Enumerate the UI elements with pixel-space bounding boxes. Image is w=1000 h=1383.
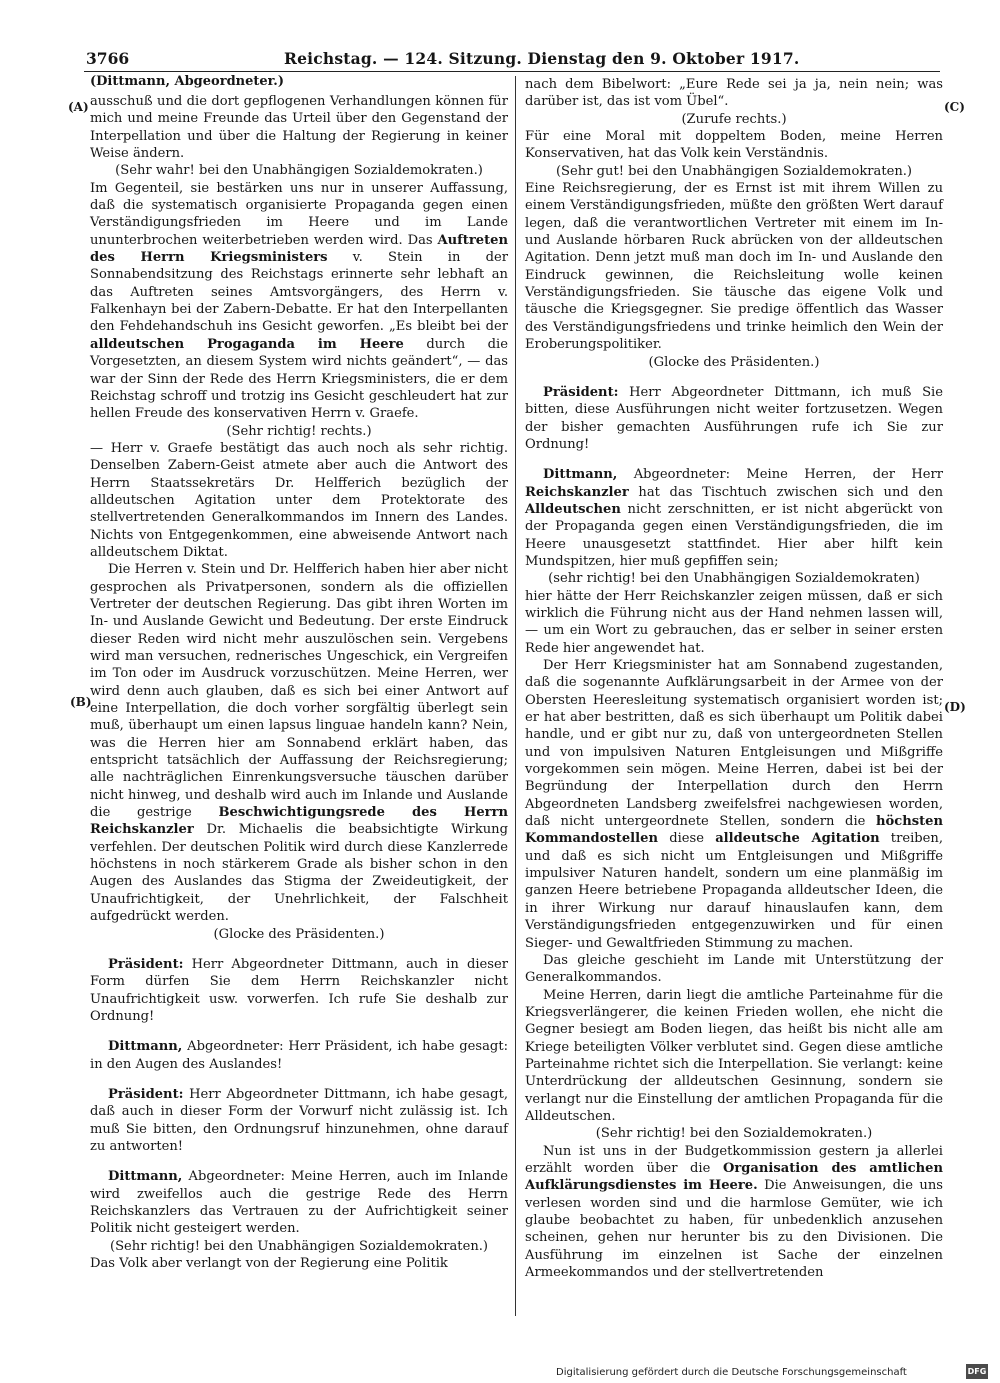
- speech-president: [525, 384, 943, 453]
- emphasis-text: Alldeutschen: [525, 501, 621, 517]
- emphasis-text: Organisation des amtlichen Aufklärungsdienstes im Heere.: [525, 1160, 943, 1194]
- margin-marker-a: (A): [68, 100, 89, 114]
- right-column: [525, 76, 943, 1281]
- paragraph: [525, 657, 943, 952]
- text-run: Der Herr Kriegsminister hat am Sonnabend zugestanden, daß die sogenannte Aufklärungsarbeit in der Armee von der Obersten Heeresleitung systematisch organisiert worden ist; er hat aber bestritten, daß es sich überhaupt um Politik dabei handle, und er gibt nur zu, daß von untergeordneten Stellen und von impulsiven Naturen Entgleisungen und Mißgriffe vorgekommen sein mögen. Meine Herren, dabei ist bei der Begründung der Interpellation durch den Herrn Abgeordneten Landsberg zweifelsfrei nachgewiesen worden, daß nicht untergeordnete Stellen, sondern die: [525, 658, 943, 830]
- paragraph: [90, 561, 508, 925]
- interjection: (Zurufe rechts.): [681, 111, 787, 127]
- text-run: Dr. Michaelis die beabsichtigte Wirkung verfehlen. Der deutschen Politik wird durch diese Kanzlerrede höchstens in noch stärkerem Grade als bisher schon in den Augen des Auslandes das Stigma der Zweideutigkeit, der Unaufrichtigkeit, der Unehrlichkeit, der Falschheit aufgedrückt werden.: [90, 822, 508, 925]
- speaker-name: Präsident:: [543, 384, 619, 400]
- speech-president: [90, 1086, 508, 1155]
- paragraph: hier hätte der Herr Reichskanzler zeigen müssen, daß er sich wirklich die Führung nicht aus der Hand nehmen lassen will, — um ein Wort zu gebrauchen, das er selber in seiner ersten Rede hier angewendet hat.: [525, 588, 943, 656]
- text-run: Herr Abgeordneter Dittmann, ich habe gesagt, daß auch in dieser Form der Vorwurf nicht zulässig ist. Ich muß Sie bitten, den Ordnungsruf hinzunehmen, ohne darauf zu antworten!: [90, 1086, 508, 1154]
- text-run: Herr Abgeordneter Dittmann, auch in dieser Form dürfen Sie dem Herrn Reichskanzler nicht Unaufrichtigkeit usw. vorwerfen. Ich rufe Sie deshalb zur Ordnung!: [90, 956, 508, 1024]
- interjection: (Glocke des Präsidenten.): [213, 926, 385, 942]
- emphasis-text: Auftreten des Herrn Kriegsministers: [90, 232, 508, 266]
- speaker-name: Dittmann,: [108, 1169, 183, 1185]
- emphasis-text: Beschwichtigungsrede des Herrn Reichskanzler: [90, 805, 508, 838]
- speech-dittmann: [90, 1168, 508, 1237]
- text-run: Abgeordneter: Meine Herren, auch im Inlande wird zweifellos auch die gestrige Rede des Herrn Reichskanzlers das Vertrauen zu der Aufrichtigkeit seiner Politik nicht gesteigert werden.: [90, 1169, 508, 1237]
- interjection: (Sehr richtig! rechts.): [226, 423, 372, 439]
- text-run: Im Gegenteil, sie bestärken uns nur in unserer Auffassung, daß die systematisch organisierte Propaganda gegen einen Verständigungsfrieden im Heere und im Lande ununterbrochen weiterbetrieben werden wird. Das: [90, 180, 508, 248]
- speech-dittmann: [525, 466, 943, 570]
- page-title: Reichstag. — 124. Sitzung. Dienstag den 9. Oktober 1917.: [284, 49, 800, 68]
- margin-marker-b: (B): [70, 695, 92, 709]
- paragraph: — Herr v. Graefe bestätigt das auch noch als sehr richtig. Denselben Zabern-Geist atmete aber auch die Antwort des Herrn Staatssekretärs Dr. Helfferich bezüglich der alldeutschen Agitation unter dem Protektorate des stellvertretenden Generalkommandos im Innern des Landes. Nichts von Entgegenkommen, eine abweisende Antwort nach alldeutschem Diktat.: [90, 440, 508, 560]
- interjection: (Sehr richtig! bei den Sozialdemokraten.): [595, 1126, 873, 1142]
- emphasis-text: Reichskanzler: [525, 484, 629, 500]
- page-header: [84, 47, 940, 71]
- paragraph: [90, 180, 508, 423]
- margin-marker-d: (D): [944, 700, 966, 714]
- paragraph: ausschuß und die dort gepflogenen Verhandlungen können für mich und meine Freunde das Urteil über den Gegenstand der Interpellation und über die Haltung der Regierung in keiner Weise ändern.: [90, 94, 508, 162]
- paragraph: [525, 1143, 943, 1282]
- paragraph: Meine Herren, darin liegt die amtliche Parteinahme für die Kriegsverlängerer, die keinen Frieden wollen, ehe nicht die Gegner besiegt am Boden liegen, das heißt bis nicht alle am Kriege beteiligten Völker verblutet sind. Gegen diese amtliche Parteinahme richtet sich die Interpellation. Sie verlangt: keine Unterdrückung der alldeutschen Gesinnung, sondern sie verlangt nur die Einstellung der amtlichen Propaganda für die Alldeutschen.: [525, 987, 943, 1124]
- paragraph: nach dem Bibelwort: „Eure Rede sei ja ja, nein nein; was darüber ist, das ist vom Übel“.: [525, 77, 943, 110]
- text-run: hat das Tischtuch zwischen sich und den: [628, 484, 943, 500]
- header-rule: [84, 71, 940, 72]
- emphasis-text: alldeutsche Agitation: [715, 831, 880, 847]
- paragraph: Eine Reichsregierung, der es Ernst ist mit ihrem Willen zu einem Verständigungsfrieden, müßte den größten Wert darauf legen, daß die verantwortlichen Vertreter mit einem im In- und Auslande hörbaren Ruck abrücken von der alldeutschen Agitation. Denn jetzt muß man doch im In- und Auslande den Eindruck gewinnen, die Reichsleitung wolle keinen Verständigungsfrieden. Sie täusche das eigene Volk und täusche die Kriegsgegner. Sie predige öffentlich das Wasser des Verständigungsfriedens und trinke heimlich den Wein der Eroberungspolitiker.: [525, 181, 943, 353]
- footer-credit: Digitalisierung gefördert durch die Deutsche Forschungsgemeinschaft: [556, 1367, 907, 1378]
- text-run: Die Anweisungen, die uns verlesen worden sind und die harmlose Gemüter, wie ich glaube beobachtet zu haben, für unbedenklich anzusehen scheinen, gehen nur herunter bis zu den Divisionen. Die Ausführung im einzelnen ist Sache der einzelnen Armeekommandos und der stellvertretenden: [525, 1178, 943, 1281]
- text-run: Die Herren v. Stein und Dr. Helfferich haben hier aber nicht gesprochen als Privatpersonen, sondern als die offiziellen Vertreter der deutschen Regierung. Das gibt ihren Worten im In- und Auslande Gewicht und Bedeutung. Der erste Eindruck dieser Reden wird nicht mehr auszulöschen sein. Vergebens wird man versuchen, rednerisches Ungeschick, ein Vergreifen im Ton oder im Ausdruck vorzuschützen. Meine Herren, wer wird denn auch glauben, daß es sich bei einer Antwort auf eine Interpellation, die doch vorher sorgfältig überlegt sein muß, überhaupt um einen lapsus linguae handeln kann? Nein, was die Herren hier am Sonnabend erklärt haben, das entspricht tatsächlich der Auffassung der Reichsregierung; alle nachträglichen Einrenkungsversuche täuschen darüber nicht hinweg, und deshalb wird auch im Inlande und Auslande die gestrige: [90, 562, 508, 821]
- paragraph: Das Volk aber verlangt von der Regierung eine Politik: [90, 1256, 448, 1271]
- speech-president: [90, 956, 508, 1025]
- speaker-header: (Dittmann, Abgeordneter.): [90, 74, 284, 89]
- text-run: Abgeordneter: Herr Präsident, ich habe gesagt: in den Augen des Auslandes!: [90, 1039, 508, 1072]
- interjection: (sehr richtig! bei den Unabhängigen Sozialdemokraten): [548, 571, 920, 587]
- emphasis-text: alldeutschen Progaganda im Heere: [90, 336, 404, 352]
- speaker-name: Dittmann,: [543, 467, 618, 483]
- interjection: (Sehr wahr! bei den Unabhängigen Sozialdemokraten.): [115, 163, 483, 179]
- paragraph: Für eine Moral mit doppeltem Boden, meine Herren Konservativen, hat das Volk kein Verständnis.: [525, 129, 943, 162]
- text-run: Abgeordneter: Meine Herren, der Herr: [617, 467, 943, 483]
- interjection: (Glocke des Präsidenten.): [648, 354, 820, 370]
- interjection: (Sehr gut! bei den Unabhängigen Sozialdemokraten.): [555, 163, 913, 179]
- speaker-name: Dittmann,: [108, 1039, 183, 1055]
- paragraph: Das gleiche geschieht im Lande mit Unterstützung der Generalkommandos.: [525, 952, 943, 986]
- text-run: nicht zerschnitten, er ist nicht abgerückt von der Propaganda gegen einen Verständigungsfrieden, die im Heere unausgesetzt stattfindet. Hier aber hilft kein Mundspitzen, hier muß gepfiffen sein;: [525, 501, 943, 569]
- speaker-name: Präsident:: [108, 1086, 184, 1102]
- text-run: Nun ist uns in der Budgetkommission gestern ja allerlei erzählt worden über die: [525, 1143, 943, 1176]
- text-run: Herr Abgeordneter Dittmann, ich muß Sie bitten, diese Ausführungen nicht weiter fortzusetzen. Wegen der bisher gemachten Ausführungen rufe ich Sie zur Ordnung!: [525, 384, 943, 452]
- interjection: (Sehr richtig! bei den Unabhängigen Sozialdemokraten.): [109, 1238, 489, 1254]
- margin-marker-c: (C): [944, 100, 965, 114]
- speech-dittmann: [90, 1038, 508, 1073]
- emphasis-text: höchsten Kommandostellen: [525, 814, 943, 847]
- speaker-name: Präsident:: [108, 956, 184, 972]
- dfg-logo-icon: DFG: [966, 1364, 988, 1379]
- text-run: diese: [657, 831, 716, 847]
- text-run: v. Stein in der Sonnabendsitzung des Reichstags erinnerte sehr lebhaft an das Auftreten seines Amtsvorgängers, des Herrn v. Falkenhayn bei der Zabern-Debatte. Er hat den Interpellanten den Fehdehandschuh ins Gesicht geworfen. „Es bleibt bei der: [90, 250, 508, 335]
- column-separator: [515, 76, 516, 1316]
- page-number: 3766: [86, 49, 130, 68]
- text-run: treiben, und daß es sich nicht um Entgleisungen und Mißgriffe impulsiver Naturen handelt, sondern um eine planmäßig im ganzen Heere betriebene Propaganda alldeutscher Ideen, die in ihrer Wirkung nur darauf hinauslaufen kann, dem Verständigungsfrieden entgegenzuwirken und für einen Sieger- und Gewaltfrieden Stimmung zu machen.: [525, 831, 943, 951]
- left-column: [90, 93, 508, 1272]
- text-run: durch die Vorgesetzten, an diesem System wird nichts geändert“, — das war der Sinn der Rede des Herrn Kriegsministers, die er dem Reichstag schroff und trotzig ins Gesicht geschleudert hat zur hellen Freude des konservativen Herrn v. Graefe.: [90, 336, 508, 422]
